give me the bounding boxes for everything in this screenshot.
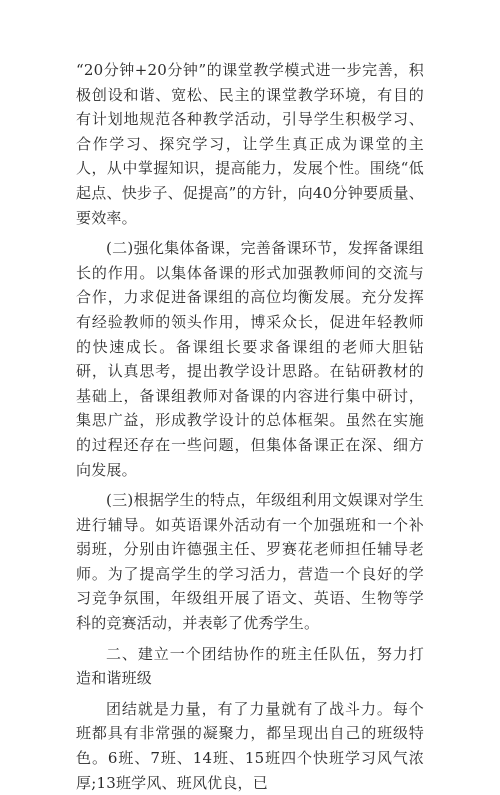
paragraph-class-cohesion: 团结就是力量，有了力量就有了战斗力。每个班都具有非常强的凝聚力，都呈现出自己的班级特色。6班、7班、14班、15班四个快班学习风气浓厚;13班学风、班风优良，已 (76, 699, 424, 792)
paragraph-student-tutoring: (三)根据学生的特点，年级组利用文娱课对学生进行辅导。如英语课外活动有一个加强班和一个补弱班，分别由许德强主任、罗赛花老师担任辅导老师。为了提高学生的学习活力，营造一个良好的学习竞争氛围，年级组开展了语文、英语、生物等学科的竞赛活动，并表彰了优秀学生。 (76, 491, 424, 633)
paragraph-collective-lesson-planning: (二)强化集体备课，完善备课环节，发挥备课组长的作用。以集体备课的形式加强教师间的交流与合作，力求促进备课组的高位均衡发展。充分发挥有经验教师的领头作用，博采众长，促进年轻教师的快速成长。备课组长要求备课组的老师大胆钻研，认真思考，提出教学设计思路。在钻研教材的基础上，备课组教师对备课的内容进行集中研讨，集思广益，形成教学设计的总体框架。虽然在实施的过程还存在一些问题，但集体备课正在深、细方向发展。 (76, 239, 424, 479)
document-body (76, 58, 424, 795)
section-heading-class-teacher-team: 二、建立一个团结协作的班主任队伍，努力打造和谐班级 (76, 644, 424, 688)
paragraph-teaching-mode: “20分钟+20分钟”的课堂教学模式进一步完善，积极创设和谐、宽松、民主的课堂教学环境，有目的有计划地规范各种教学活动，引导学生积极学习、合作学习、探究学习，让学生真正成为课堂的主人，从中掌握知识，提高能力，发展个性。围绕“低起点、快步子、促提高”的方针，向40分钟要质量、要效率。 (76, 61, 424, 227)
